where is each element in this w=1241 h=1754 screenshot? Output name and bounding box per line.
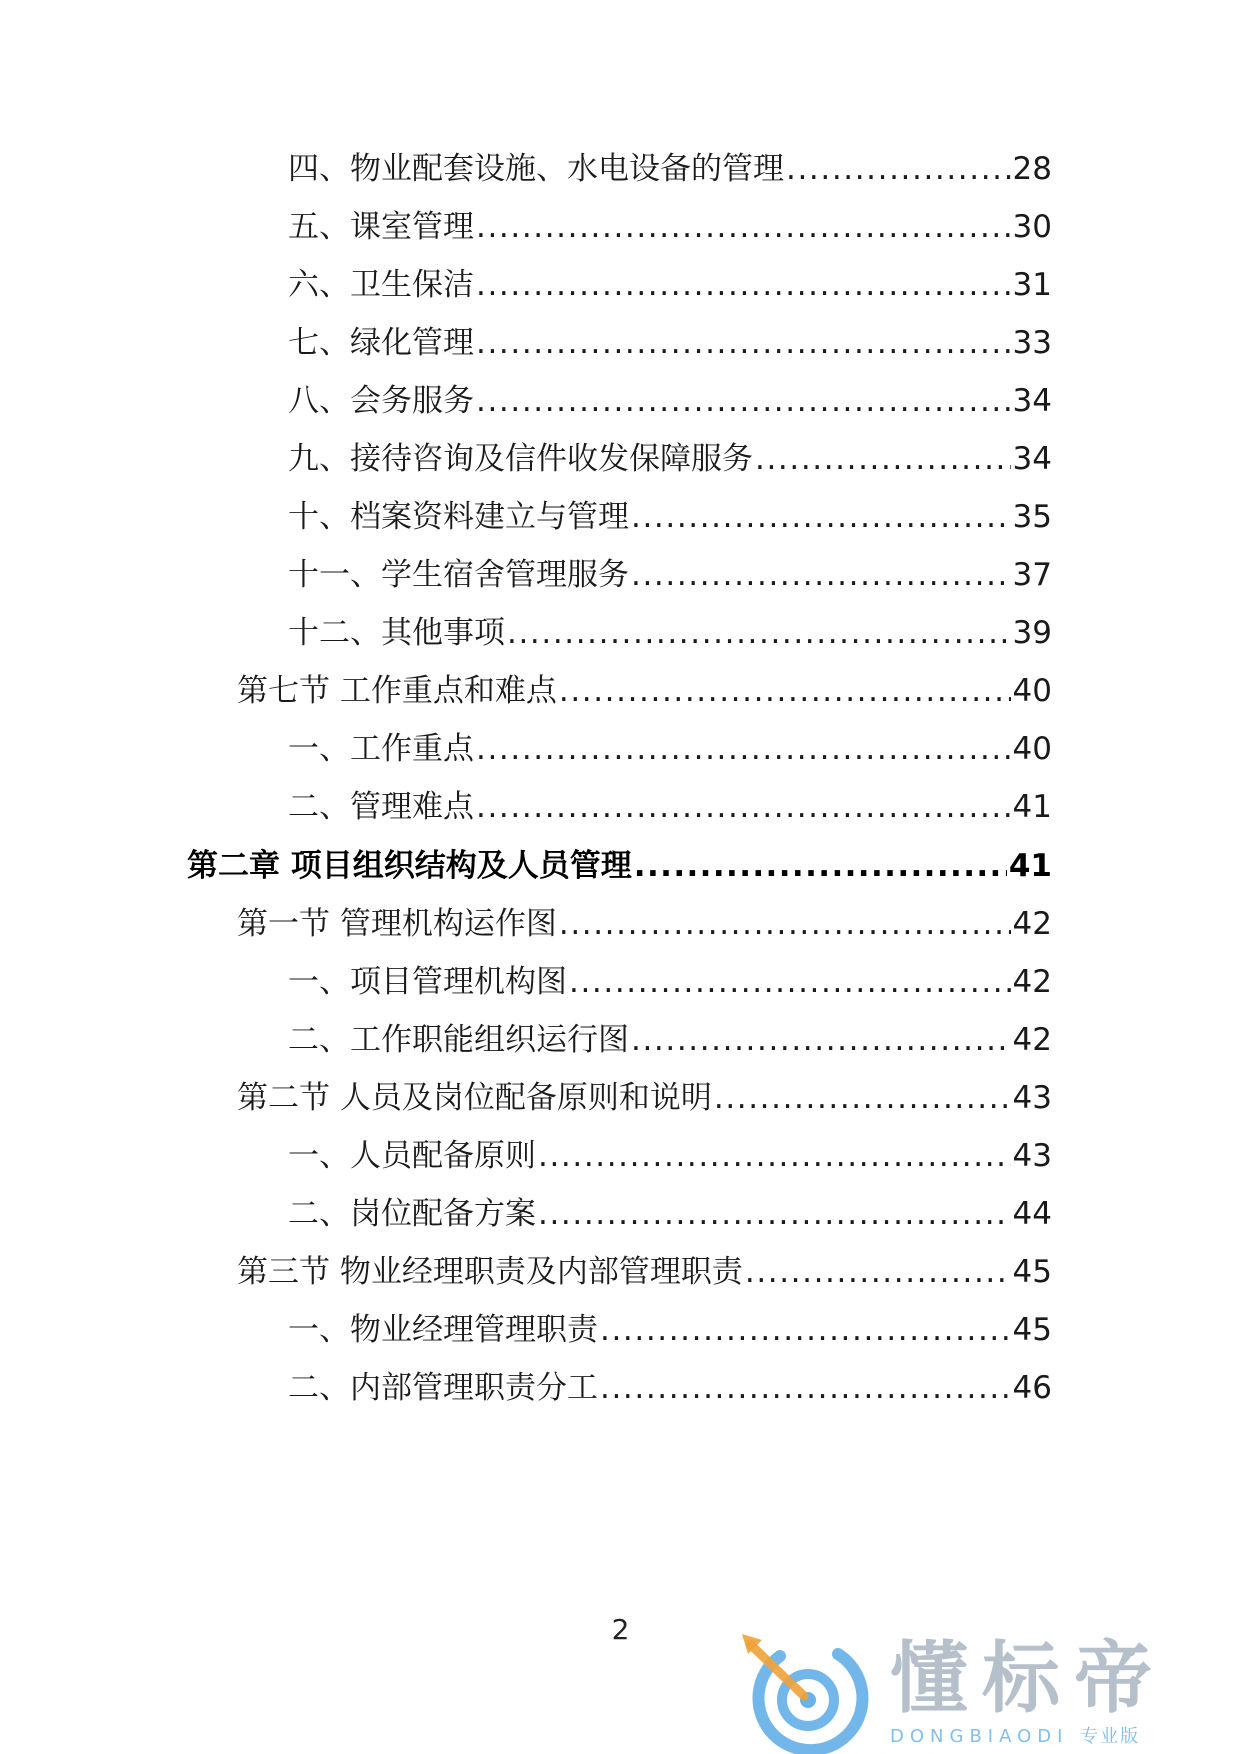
toc-entry[interactable] [288,962,1052,1002]
toc-entry-page: 40 [1012,673,1052,709]
toc-entry-page: 34 [1012,383,1052,419]
toc-entry[interactable] [288,1194,1052,1234]
toc-leader-dots [538,1136,1011,1176]
toc-entry[interactable] [237,1252,1052,1292]
toc-leader-dots [631,497,1011,537]
watermark [740,1632,1241,1754]
toc-entry-title: 第二章 项目组织结构及人员管理 [187,848,632,884]
toc-entry[interactable] [288,265,1052,305]
toc-leader-dots [476,381,1011,421]
watermark-badge: 专业版 [1080,1726,1141,1747]
toc-leader-dots [476,207,1011,247]
watermark-title: 懂标帝 [890,1634,1167,1724]
toc-entry-page: 33 [1012,325,1052,361]
toc-entry-title: 一、项目管理机构图 [288,964,567,1000]
toc-entry-title: 五、课室管理 [288,209,474,245]
toc-entry-title: 一、工作重点 [288,731,474,767]
toc-entry[interactable] [237,904,1052,944]
toc-entry-title: 第三节 物业经理职责及内部管理职责 [237,1254,743,1290]
toc-entry[interactable] [288,1020,1052,1060]
toc-entry-title: 二、岗位配备方案 [288,1196,536,1232]
toc-entry[interactable] [288,323,1052,363]
toc-entry-title: 四、物业配套设施、水电设备的管理 [288,151,784,187]
toc-leader-dots [600,1368,1011,1408]
toc-entry-title: 第七节 工作重点和难点 [237,673,557,709]
toc-entry[interactable] [288,729,1052,769]
toc-entry[interactable] [288,787,1052,827]
toc-leader-dots [631,1020,1011,1060]
toc-entry-title: 第一节 管理机构运作图 [237,906,557,942]
toc-entry-title: 八、会务服务 [288,383,474,419]
toc-entry[interactable] [288,207,1052,247]
toc-leader-dots [786,149,1011,189]
toc-entry[interactable] [288,555,1052,595]
toc-entry-title: 十、档案资料建立与管理 [288,499,629,535]
toc-leader-dots [476,265,1011,305]
toc-entry-title: 二、工作职能组织运行图 [288,1022,629,1058]
toc-entry-page: 45 [1012,1254,1052,1290]
toc-entry-page: 41 [1008,848,1052,884]
toc-entry-page: 31 [1012,267,1052,303]
toc-leader-dots [538,1194,1011,1234]
toc-leader-dots [559,904,1011,944]
toc-leader-dots [755,439,1011,479]
toc-leader-dots [476,729,1011,769]
toc-entry[interactable] [237,1078,1052,1118]
watermark-subtitle [890,1726,1140,1748]
toc-entry-title: 十一、学生宿舍管理服务 [288,557,629,593]
page-number: 2 [611,1613,630,1646]
toc-entry[interactable] [288,497,1052,537]
watermark-subtitle-text: DONGBIAODI [890,1726,1069,1747]
toc-entry-title: 第二节 人员及岗位配备原则和说明 [237,1080,712,1116]
toc-entry-page: 39 [1012,615,1052,651]
toc-entry[interactable] [288,1310,1052,1350]
toc-entry-title: 一、人员配备原则 [288,1138,536,1174]
toc-leader-dots [559,671,1011,711]
toc-leader-dots [714,1078,1011,1118]
toc-entry-page: 43 [1012,1080,1052,1116]
toc-entry[interactable] [288,149,1052,189]
toc-entry[interactable] [237,671,1052,711]
toc-entry-title: 一、物业经理管理职责 [288,1312,598,1348]
toc-entry-page: 41 [1012,789,1052,825]
toc-entry-page: 46 [1012,1370,1052,1406]
toc-entry-title: 二、内部管理职责分工 [288,1370,598,1406]
toc-entry-page: 44 [1012,1196,1052,1232]
toc-entry-page: 42 [1012,1022,1052,1058]
toc-leader-dots [745,1252,1011,1292]
toc-entry-page: 37 [1012,557,1052,593]
toc-entry-page: 45 [1012,1312,1052,1348]
target-logo-icon [740,1632,878,1754]
toc-entry-page: 43 [1012,1138,1052,1174]
toc-entry-title: 七、绿化管理 [288,325,474,361]
toc-entry[interactable] [288,1368,1052,1408]
toc-entry-page: 34 [1012,441,1052,477]
toc-leader-dots [600,1310,1011,1350]
toc-entry[interactable] [288,439,1052,479]
toc-entry-page: 42 [1012,906,1052,942]
toc-entry-chapter[interactable] [187,846,1052,886]
toc-leader-dots [634,846,1007,886]
toc-entry-page: 30 [1012,209,1052,245]
toc-entry-title: 十二、其他事项 [288,615,505,651]
toc-leader-dots [476,787,1011,827]
toc-entry-title: 六、卫生保洁 [288,267,474,303]
toc-entry-title: 二、管理难点 [288,789,474,825]
toc-entry-page: 35 [1012,499,1052,535]
toc-leader-dots [631,555,1011,595]
toc-entry[interactable] [288,1136,1052,1176]
toc-entry-page: 42 [1012,964,1052,1000]
toc-entry-page: 40 [1012,731,1052,767]
toc-leader-dots [569,962,1011,1002]
toc-entry[interactable] [288,613,1052,653]
toc-entry-title: 九、接待咨询及信件收发保障服务 [288,441,753,477]
toc-leader-dots [507,613,1011,653]
toc-entry[interactable] [288,381,1052,421]
toc-entry-page: 28 [1012,151,1052,187]
toc-leader-dots [476,323,1011,363]
